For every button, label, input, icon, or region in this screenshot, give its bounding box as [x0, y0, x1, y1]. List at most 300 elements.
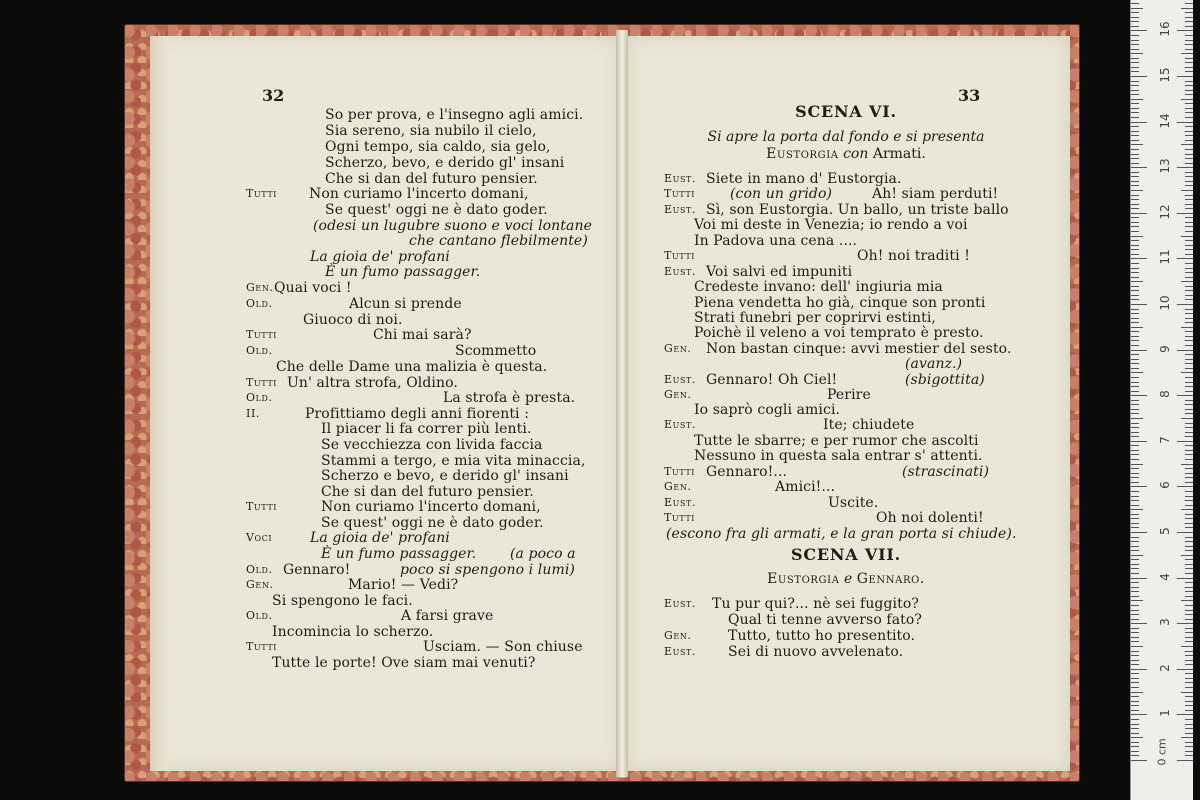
ruler-tick	[1131, 85, 1139, 86]
ruler-tick	[1131, 144, 1143, 145]
ruler-tick	[1131, 600, 1143, 601]
ruler-tick	[1181, 372, 1193, 373]
verse-line: Voi salvi ed impuniti	[706, 264, 853, 280]
ruler-tick	[1131, 486, 1147, 487]
verse-line: La gioia de' profani	[310, 530, 450, 546]
ruler-tick	[1131, 692, 1143, 693]
ruler-tick	[1185, 637, 1193, 638]
speaker-label: Old.	[246, 391, 273, 404]
ruler-tick	[1185, 423, 1193, 424]
verse-line: Strati funebri per coprirvi estinti,	[694, 310, 936, 326]
ruler-tick	[1131, 445, 1139, 446]
verse-line: Nessuno in questa sala entrar s' attenti.	[694, 448, 983, 464]
verse-line: Oh! noi traditi !	[857, 248, 970, 264]
verse-line: Sì, son Eustorgia. Un ballo, un triste ballo	[706, 202, 1009, 218]
ruler-unit-label: 0 cm	[1155, 738, 1169, 766]
ruler-tick	[1131, 404, 1139, 405]
ruler-tick	[1131, 555, 1143, 556]
ruler-tick	[1185, 309, 1193, 310]
ruler-tick	[1177, 441, 1193, 442]
ruler-tick	[1131, 400, 1139, 401]
ruler-tick	[1185, 240, 1193, 241]
ruler-tick	[1131, 464, 1143, 465]
ruler-tick	[1185, 400, 1193, 401]
ruler-tick	[1181, 281, 1193, 282]
speaker-label: Tutti	[246, 376, 278, 389]
ruler-tick	[1185, 445, 1193, 446]
scene-vi-with: con	[843, 146, 869, 162]
ruler-tick	[1185, 217, 1193, 218]
scene-vii-and: e	[843, 571, 853, 587]
ruler-tick	[1131, 3, 1139, 4]
ruler-tick	[1131, 331, 1139, 332]
ruler-tick	[1131, 578, 1147, 579]
speaker-label: Tutti	[664, 511, 696, 524]
ruler-tick	[1131, 459, 1139, 460]
ruler-tick	[1185, 496, 1193, 497]
speaker-label: II.	[246, 407, 260, 420]
ruler-tick	[1131, 491, 1139, 492]
verse-line: Poichè il veleno a voi temprato è presto.	[694, 325, 984, 341]
verse-line: Non curiamo l'incerto domani,	[309, 186, 529, 202]
verse-line: (odesi un lugubre suono e voci lontane	[313, 218, 592, 234]
ruler-tick	[1185, 208, 1193, 209]
page-number-left: 32	[262, 86, 285, 105]
verse-line: (avanz.)	[905, 356, 963, 372]
ruler-tick	[1131, 236, 1143, 237]
ruler-tick	[1177, 122, 1193, 123]
verse-line: Io saprò cogli amici.	[694, 402, 841, 418]
ruler-tick	[1185, 181, 1193, 182]
ruler-tick	[1131, 728, 1139, 729]
ruler-tick	[1131, 58, 1139, 59]
ruler-tick	[1131, 21, 1139, 22]
verse-line: Amici!...	[775, 479, 836, 495]
ruler-tick	[1185, 131, 1193, 132]
ruler-tick	[1181, 600, 1193, 601]
ruler-tick	[1185, 185, 1193, 186]
ruler-tick	[1131, 108, 1139, 109]
ruler-tick	[1185, 559, 1193, 560]
scene-vi-armati: Armati.	[872, 146, 926, 162]
verse-line: Perire	[827, 387, 871, 403]
ruler-tick	[1185, 81, 1193, 82]
ruler-tick	[1131, 154, 1139, 155]
ruler-tick	[1177, 714, 1193, 715]
ruler-tick	[1185, 436, 1193, 437]
ruler-tick	[1131, 605, 1139, 606]
ruler-tick	[1131, 596, 1139, 597]
ruler-tick	[1185, 537, 1193, 538]
ruler-tick	[1185, 67, 1193, 68]
ruler-tick	[1131, 573, 1139, 574]
ruler-tick	[1185, 518, 1193, 519]
ruler-tick	[1131, 322, 1139, 323]
verse-line: Siete in mano d' Eustorgia.	[706, 171, 902, 187]
ruler-tick	[1131, 427, 1139, 428]
speaker-label: Old.	[246, 563, 273, 576]
verse-line: Se vecchiezza con livida faccia	[321, 437, 543, 453]
ruler-tick	[1131, 94, 1139, 95]
ruler-number: 13	[1158, 158, 1172, 174]
ruler-tick	[1131, 395, 1147, 396]
ruler-number: 10	[1158, 295, 1172, 311]
ruler-tick	[1177, 669, 1193, 670]
ruler-tick	[1185, 655, 1193, 656]
ruler-tick	[1131, 628, 1139, 629]
ruler-tick	[1131, 678, 1139, 679]
verse-line: Scherzo, bevo, e derido gl' insani	[325, 155, 565, 171]
ruler-tick	[1131, 122, 1147, 123]
ruler-tick	[1177, 76, 1193, 77]
ruler-tick	[1181, 236, 1193, 237]
ruler-tick	[1185, 222, 1193, 223]
ruler-tick	[1185, 491, 1193, 492]
ruler-tick	[1185, 90, 1193, 91]
ruler-tick	[1185, 687, 1193, 688]
ruler-tick	[1131, 527, 1139, 528]
verse-line: Alcun si prende	[349, 296, 462, 312]
ruler-tick	[1185, 290, 1193, 291]
ruler-number: 5	[1158, 527, 1172, 535]
ruler-tick	[1185, 450, 1193, 451]
ruler-tick	[1185, 523, 1193, 524]
ruler-tick	[1185, 710, 1193, 711]
ruler-tick	[1131, 391, 1139, 392]
ruler-tick	[1185, 149, 1193, 150]
ruler-tick	[1131, 500, 1139, 501]
ruler-tick	[1181, 99, 1193, 100]
verse-line: Tutte le porte! Ove siam mai venuti?	[272, 655, 536, 671]
ruler-tick	[1185, 527, 1193, 528]
ruler-tick	[1185, 705, 1193, 706]
ruler-tick	[1181, 190, 1193, 191]
ruler-tick	[1185, 295, 1193, 296]
ruler-tick	[1181, 418, 1193, 419]
ruler-number: 3	[1158, 618, 1172, 627]
ruler-tick	[1185, 359, 1193, 360]
verse-line: In Padova una cena ....	[694, 233, 858, 249]
verse-line: Profittiamo degli anni fiorenti :	[305, 406, 530, 422]
ruler-tick	[1185, 587, 1193, 588]
ruler-tick	[1185, 336, 1193, 337]
ruler-tick	[1131, 541, 1139, 542]
ruler-tick	[1131, 660, 1139, 661]
ruler-tick	[1185, 610, 1193, 611]
verse-line: Quai voci !	[274, 280, 352, 296]
measuring-ruler	[1130, 0, 1193, 800]
ruler-tick	[1185, 500, 1193, 501]
ruler-tick	[1185, 49, 1193, 50]
ruler-tick	[1131, 518, 1139, 519]
verse-line: Si spengono le faci.	[272, 593, 413, 609]
ruler-tick	[1185, 172, 1193, 173]
verse-line: Credeste invano: dell' ingiuria mia	[694, 279, 943, 295]
ruler-tick	[1185, 550, 1193, 551]
ruler-tick	[1131, 117, 1139, 118]
ruler-tick	[1185, 231, 1193, 232]
ruler-number: 9	[1158, 344, 1172, 353]
ruler-tick	[1185, 746, 1193, 747]
ruler-tick	[1131, 245, 1139, 246]
ruler-number: 1	[1158, 709, 1172, 718]
ruler-tick	[1131, 263, 1139, 264]
ruler-number: 6	[1158, 481, 1172, 490]
ruler-tick	[1131, 673, 1139, 674]
ruler-tick	[1185, 728, 1193, 729]
speaker-label: Old.	[246, 344, 273, 357]
ruler-tick	[1131, 350, 1147, 351]
ruler-tick	[1185, 103, 1193, 104]
scene-vii-title: SCENA VII.	[790, 545, 902, 564]
ruler-tick	[1185, 477, 1193, 478]
ruler-tick	[1131, 40, 1139, 41]
ruler-tick	[1185, 322, 1193, 323]
ruler-tick	[1131, 254, 1139, 255]
ruler-tick	[1185, 268, 1193, 269]
ruler-tick	[1185, 277, 1193, 278]
ruler-tick	[1131, 258, 1147, 259]
ruler-tick	[1185, 632, 1193, 633]
ruler-tick	[1131, 90, 1139, 91]
ruler-tick	[1131, 172, 1139, 173]
ruler-tick	[1185, 413, 1193, 414]
ruler-tick	[1131, 185, 1139, 186]
speaker-label: Eust.	[664, 645, 697, 658]
ruler-tick	[1131, 655, 1139, 656]
ruler-tick	[1131, 359, 1139, 360]
ruler-tick	[1177, 532, 1193, 533]
ruler-tick	[1131, 619, 1139, 620]
speaker-label: Tutti	[664, 465, 696, 478]
ruler-tick	[1131, 299, 1139, 300]
scene-vi-direction-1: Si apre la porta dal fondo e si presenta	[707, 129, 985, 145]
scene-vi-title: SCENA VI.	[795, 102, 897, 121]
ruler-tick	[1185, 154, 1193, 155]
ruler-tick	[1181, 464, 1193, 465]
ruler-tick	[1131, 719, 1139, 720]
ruler-tick	[1185, 678, 1193, 679]
ruler-tick	[1131, 249, 1139, 250]
ruler-tick	[1131, 591, 1139, 592]
speaker-label: Eust.	[664, 597, 697, 610]
ruler-tick	[1131, 44, 1139, 45]
speaker-label: Tutti	[664, 249, 696, 262]
ruler-tick	[1131, 568, 1139, 569]
verse-line: Gennaro!	[283, 562, 351, 578]
ruler-tick	[1185, 751, 1193, 752]
verse-line: Voi mi deste in Venezia; io rendo a voi	[694, 217, 968, 233]
ruler-tick	[1185, 696, 1193, 697]
ruler-tick	[1131, 281, 1143, 282]
ruler-tick	[1131, 99, 1143, 100]
ruler-tick	[1131, 760, 1147, 761]
verse-line: Che si dan del futuro pensier.	[325, 171, 538, 187]
ruler-tick	[1177, 167, 1193, 168]
ruler-tick	[1131, 477, 1139, 478]
ruler-tick	[1185, 733, 1193, 734]
ruler-tick	[1131, 126, 1139, 127]
ruler-tick	[1185, 605, 1193, 606]
ruler-tick	[1185, 363, 1193, 364]
ruler-tick	[1185, 94, 1193, 95]
speaker-label: Voci	[246, 531, 273, 544]
ruler-tick	[1185, 117, 1193, 118]
scene-vii-character-a: Eustorgia	[767, 571, 840, 587]
ruler-tick	[1131, 204, 1139, 205]
stage-direction: (a poco a	[510, 546, 576, 562]
ruler-tick	[1131, 8, 1143, 9]
ruler-tick	[1131, 340, 1139, 341]
ruler-tick	[1131, 62, 1139, 63]
ruler-tick	[1181, 692, 1193, 693]
verse-line: che cantano flebilmente)	[409, 233, 588, 249]
ruler-tick	[1185, 163, 1193, 164]
ruler-tick	[1131, 163, 1139, 164]
ruler-tick	[1131, 67, 1139, 68]
ruler-tick	[1131, 135, 1139, 136]
ruler-tick	[1185, 719, 1193, 720]
ruler-tick	[1131, 336, 1139, 337]
ruler-tick	[1185, 249, 1193, 250]
ruler-tick	[1131, 454, 1139, 455]
ruler-tick	[1131, 327, 1143, 328]
ruler-tick	[1185, 724, 1193, 725]
ruler-tick	[1185, 71, 1193, 72]
speaker-label: Gen.	[246, 578, 274, 591]
ruler-tick	[1185, 459, 1193, 460]
ruler-tick	[1131, 409, 1139, 410]
ruler-tick	[1131, 309, 1139, 310]
ruler-tick	[1185, 195, 1193, 196]
ruler-tick	[1177, 258, 1193, 259]
ruler-tick	[1131, 103, 1139, 104]
ruler-tick	[1131, 441, 1147, 442]
ruler-tick	[1131, 496, 1139, 497]
ruler-tick	[1181, 144, 1193, 145]
verse-line: Che si dan del futuro pensier.	[321, 484, 534, 500]
ruler-tick	[1185, 482, 1193, 483]
ruler-tick	[1131, 318, 1139, 319]
verse-line: Sia sereno, sia nubilo il cielo,	[325, 123, 537, 139]
ruler-tick	[1131, 482, 1139, 483]
ruler-tick	[1131, 213, 1147, 214]
ruler-tick	[1131, 290, 1139, 291]
ruler-tick	[1131, 623, 1147, 624]
speaker-label: Gen.	[664, 388, 692, 401]
ruler-tick	[1131, 140, 1139, 141]
ruler-tick	[1131, 208, 1139, 209]
verse-line: È un fumo passagger.	[321, 546, 477, 562]
ruler-tick	[1131, 432, 1139, 433]
ruler-tick	[1185, 126, 1193, 127]
ruler-tick	[1185, 62, 1193, 63]
ruler-number: 14	[1158, 112, 1172, 129]
speaker-label: Eust.	[664, 265, 697, 278]
speaker-label: Old.	[246, 297, 273, 310]
speaker-label: Eust.	[664, 203, 697, 216]
ruler-tick	[1181, 53, 1193, 54]
ruler-tick	[1185, 382, 1193, 383]
ruler-tick	[1131, 71, 1139, 72]
ruler-tick	[1131, 582, 1139, 583]
ruler-tick	[1185, 318, 1193, 319]
ruler-tick	[1177, 395, 1193, 396]
ruler-number: 12	[1158, 204, 1172, 220]
ruler-tick	[1131, 696, 1139, 697]
ruler-tick	[1177, 760, 1193, 761]
ruler-tick	[1131, 505, 1139, 506]
ruler-tick	[1131, 473, 1139, 474]
ruler-tick	[1131, 112, 1139, 113]
ruler-tick	[1131, 386, 1139, 387]
ruler-number: 11	[1158, 249, 1172, 266]
ruler-tick	[1185, 158, 1193, 159]
ruler-tick	[1131, 277, 1139, 278]
ruler-tick	[1131, 724, 1139, 725]
ruler-tick	[1185, 432, 1193, 433]
ruler-tick	[1185, 660, 1193, 661]
ruler-tick	[1131, 49, 1139, 50]
verse-line: La strofa è presta.	[443, 390, 576, 406]
ruler-tick	[1185, 368, 1193, 369]
ruler-tick	[1131, 509, 1143, 510]
ruler-tick	[1131, 682, 1139, 683]
ruler-tick	[1131, 546, 1139, 547]
ruler-tick	[1185, 135, 1193, 136]
ruler-tick	[1131, 737, 1143, 738]
ruler-tick	[1131, 710, 1139, 711]
ruler-tick	[1131, 751, 1139, 752]
ruler-tick	[1181, 555, 1193, 556]
speaker-label: Eust.	[664, 373, 697, 386]
ruler-tick	[1185, 541, 1193, 542]
ruler-tick	[1185, 391, 1193, 392]
ruler-tick	[1131, 646, 1143, 647]
ruler-tick	[1131, 240, 1139, 241]
verse-line: Sei di nuovo avvelenato.	[728, 644, 904, 660]
ruler-tick	[1185, 614, 1193, 615]
speaker-label: Gen.	[246, 281, 274, 294]
ruler-tick	[1185, 286, 1193, 287]
ruler-tick	[1131, 587, 1139, 588]
ruler-tick	[1131, 30, 1147, 31]
ruler-tick	[1185, 409, 1193, 410]
ruler-number: 15	[1158, 67, 1172, 83]
verse-line: Il piacer li fa correr più lenti.	[321, 421, 532, 437]
ruler-tick	[1131, 81, 1139, 82]
verse-line: (escono fra gli armati, e la gran porta si chiude).	[666, 526, 1017, 542]
verse-line: Gennaro!...	[706, 464, 788, 480]
ruler-tick	[1185, 701, 1193, 702]
ruler-number: 16	[1158, 21, 1172, 38]
ruler-tick	[1185, 40, 1193, 41]
ruler-tick	[1131, 12, 1139, 13]
ruler-tick	[1131, 651, 1139, 652]
ruler-tick	[1185, 85, 1193, 86]
ruler-number: 2	[1158, 663, 1172, 672]
ruler-tick	[1131, 167, 1147, 168]
verse-line: Chi mai sarà?	[373, 327, 472, 343]
ruler-tick	[1185, 573, 1193, 574]
verse-line: Non bastan cinque: avvi mestier del sesto.	[706, 341, 1012, 357]
ruler-tick	[1185, 340, 1193, 341]
speaker-label: Old.	[246, 609, 273, 622]
ruler-tick	[1185, 263, 1193, 264]
ruler-tick	[1185, 254, 1193, 255]
ruler-tick	[1131, 450, 1139, 451]
speaker-label: Gen.	[664, 342, 692, 355]
